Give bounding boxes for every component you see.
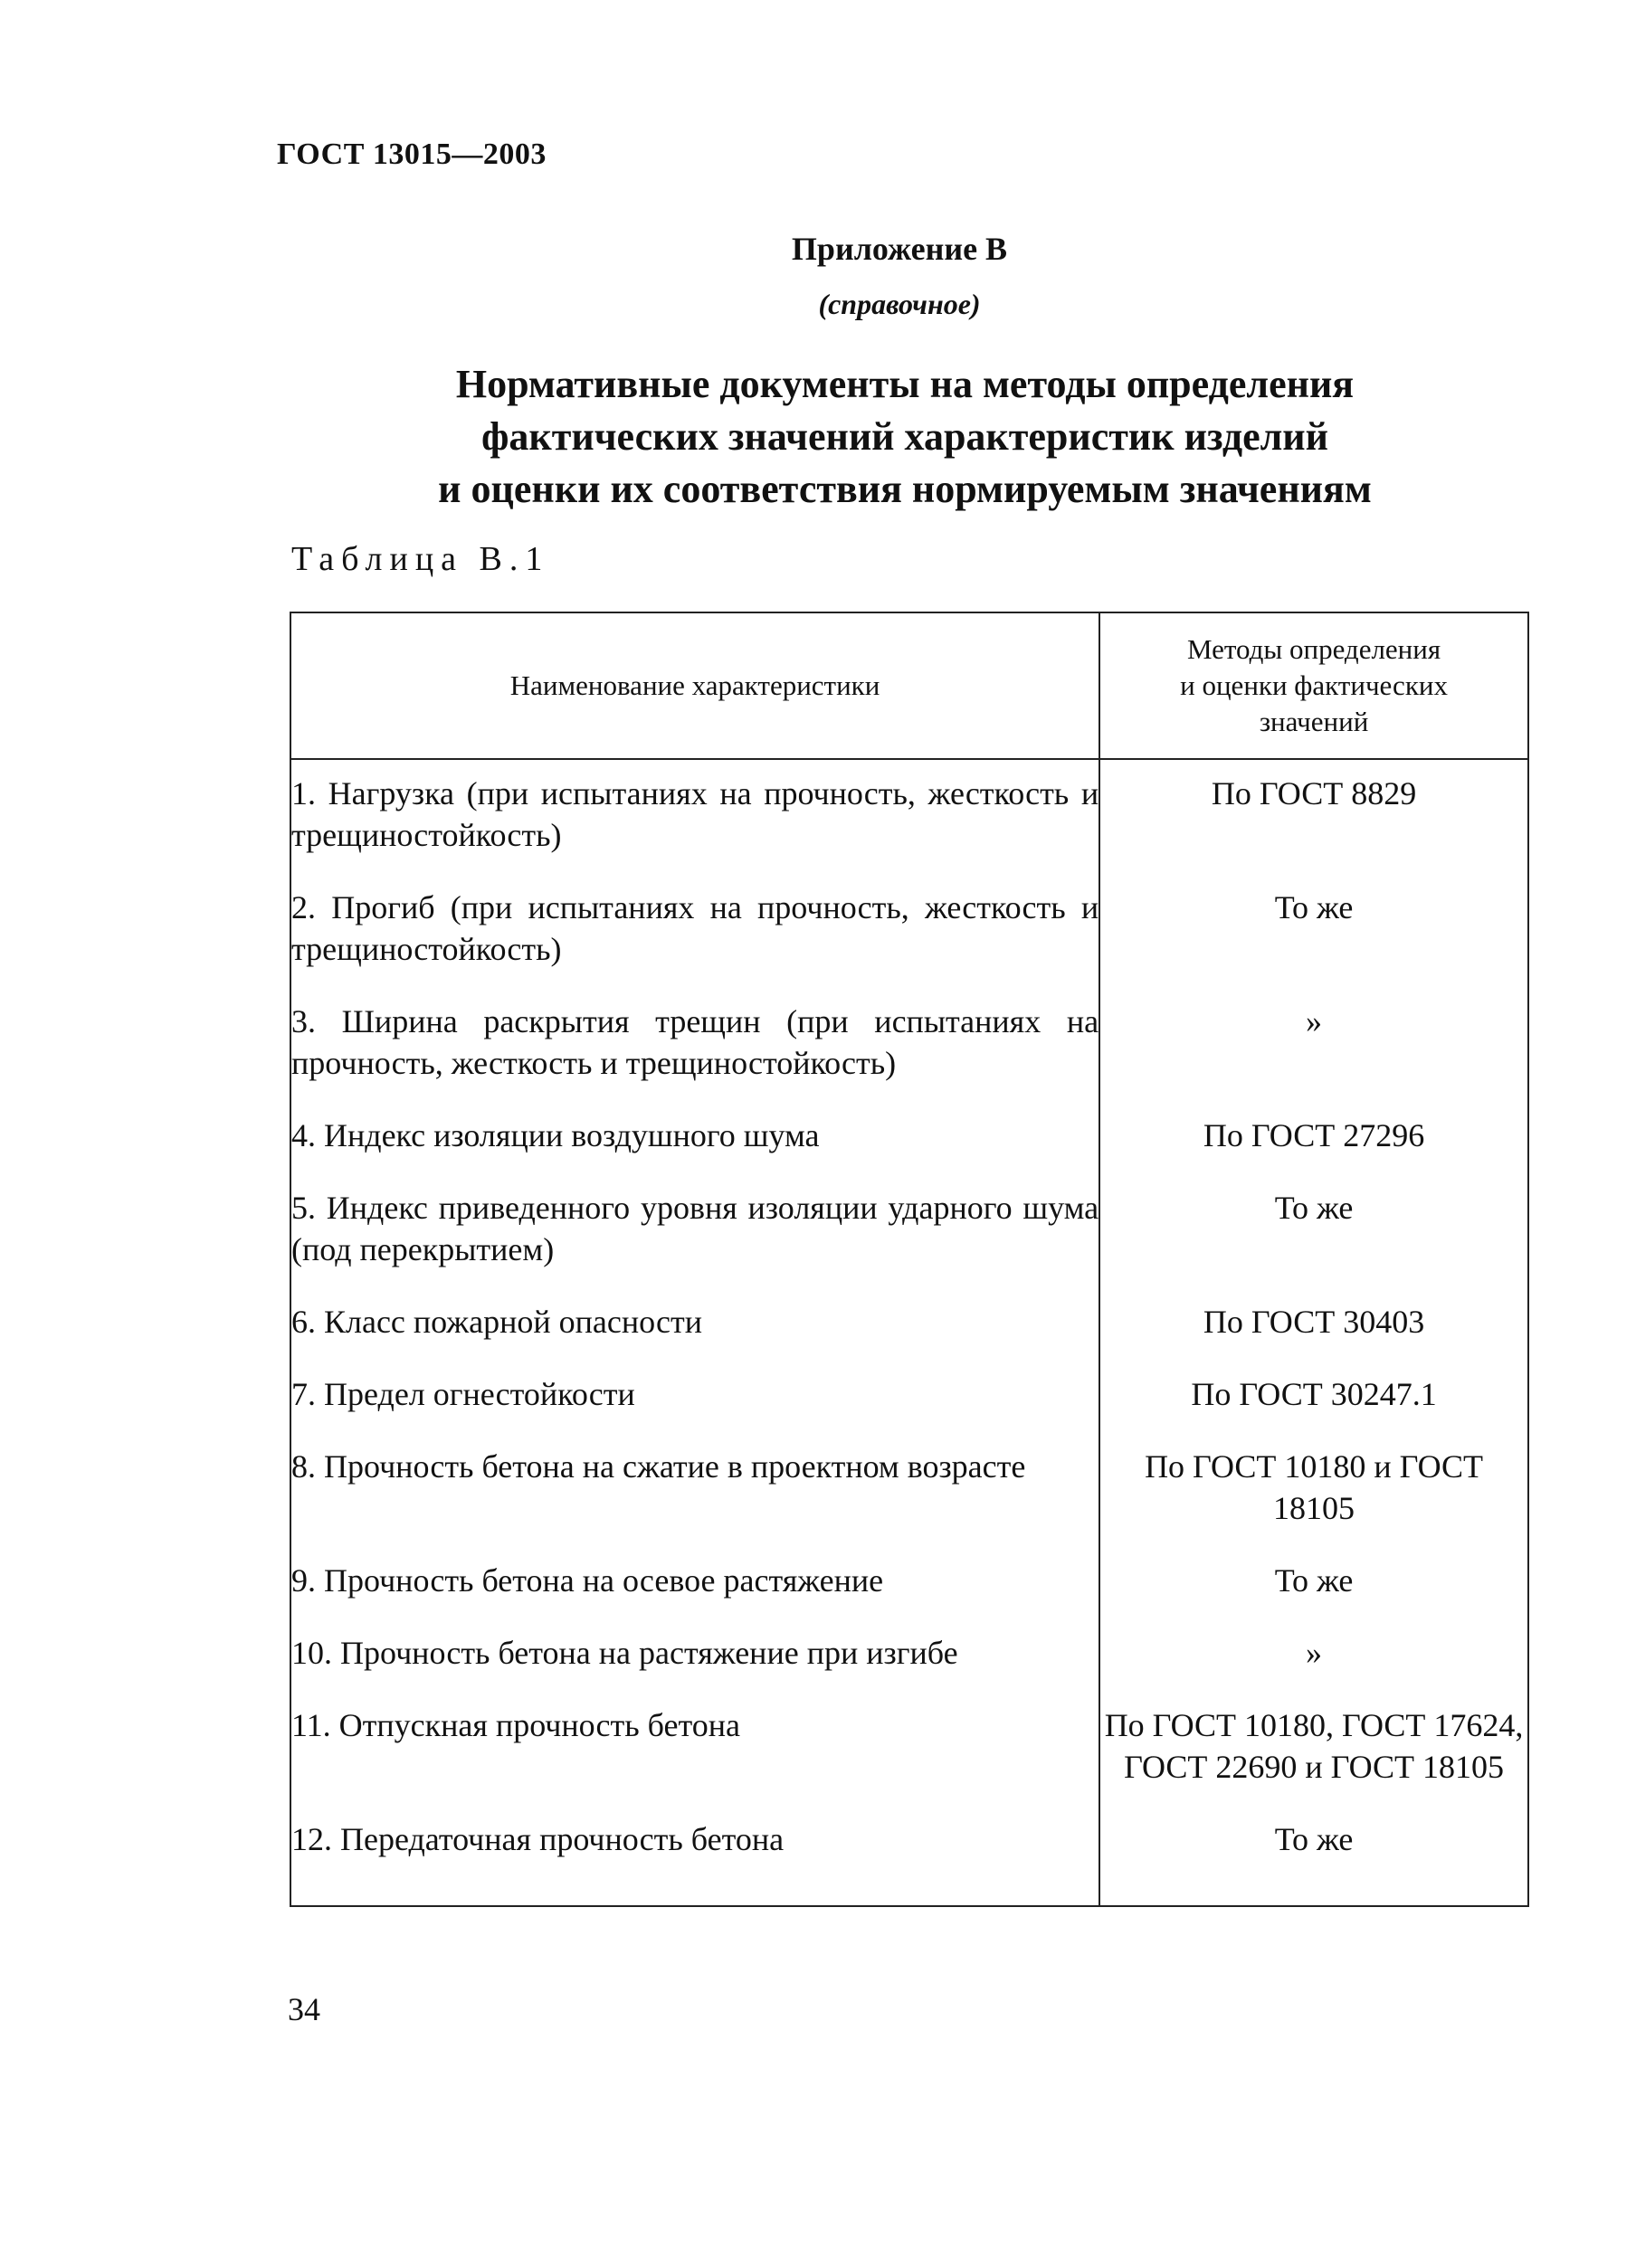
characteristic-name: 8. Прочность бетона на сжатие в проектном возрасте: [290, 1446, 1099, 1560]
document-heading: [271, 358, 1538, 516]
method-reference: По ГОСТ 8829: [1099, 759, 1528, 887]
characteristic-name: 11. Отпускная прочность бетона: [290, 1704, 1099, 1818]
characteristic-name: 12. Передаточная прочность бетона: [290, 1818, 1099, 1906]
characteristic-name: 6. Класс пожарной опасности: [290, 1301, 1099, 1373]
method-reference: По ГОСТ 10180, ГОСТ 17624, ГОСТ 22690 и ГОСТ 18105: [1099, 1704, 1528, 1818]
table-header-row: [290, 612, 1528, 759]
method-reference: То же: [1099, 1818, 1528, 1906]
standard-code: ГОСТ 13015—2003: [277, 138, 547, 171]
method-reference: По ГОСТ 27296: [1099, 1115, 1528, 1187]
table-row: [290, 1187, 1528, 1301]
table-row: [290, 1115, 1528, 1187]
table-caption: Таблица В.1: [291, 540, 550, 578]
table-row: [290, 1001, 1528, 1115]
table-row: [290, 1818, 1528, 1906]
header-characteristic-name: Наименование характеристики: [290, 612, 1099, 759]
characteristics-table: [290, 612, 1529, 1907]
method-reference: По ГОСТ 10180 и ГОСТ 18105: [1099, 1446, 1528, 1560]
table-row: [290, 1632, 1528, 1704]
characteristic-name: 4. Индекс изоляции воздушного шума: [290, 1115, 1099, 1187]
characteristic-name: 10. Прочность бетона на растяжение при изгибе: [290, 1632, 1099, 1704]
heading-line: и оценки их соответствия нормируемым значениям: [438, 467, 1372, 511]
table-row: [290, 1446, 1528, 1560]
characteristic-name: 1. Нагрузка (при испытаниях на прочность, жесткость и трещиностойкость): [290, 759, 1099, 887]
method-reference: То же: [1099, 887, 1528, 1001]
header-methods-line: Методы определения: [1186, 633, 1441, 665]
method-reference: По ГОСТ 30247.1: [1099, 1373, 1528, 1446]
page-number: 34: [288, 1991, 320, 2027]
table-row: [290, 1373, 1528, 1446]
method-reference: То же: [1099, 1187, 1528, 1301]
header-methods-line: и оценки фактических: [1180, 669, 1448, 701]
method-reference: »: [1099, 1632, 1528, 1704]
table-row: [290, 759, 1528, 887]
table-row: [290, 1560, 1528, 1632]
method-reference: »: [1099, 1001, 1528, 1115]
method-reference: То же: [1099, 1560, 1528, 1632]
header-methods: [1099, 612, 1528, 759]
table-row: [290, 1704, 1528, 1818]
characteristic-name: 5. Индекс приведенного уровня изоляции ударного шума (под перекрытием): [290, 1187, 1099, 1301]
appendix-note: (справочное): [818, 288, 981, 320]
table-row: [290, 1301, 1528, 1373]
characteristic-name: 9. Прочность бетона на осевое растяжение: [290, 1560, 1099, 1632]
header-methods-line: значений: [1259, 706, 1369, 737]
heading-line: Нормативные документы на методы определения: [455, 362, 1355, 406]
heading-line: фактических значений характеристик изделий: [480, 414, 1328, 459]
appendix-title: Приложение В: [791, 231, 1008, 267]
characteristic-name: 7. Предел огнестойкости: [290, 1373, 1099, 1446]
characteristic-name: 2. Прогиб (при испытаниях на прочность, жесткость и трещиностойкость): [290, 887, 1099, 1001]
characteristic-name: 3. Ширина раскрытия трещин (при испытаниях на прочность, жесткость и трещиностойкость): [290, 1001, 1099, 1115]
table-row: [290, 887, 1528, 1001]
method-reference: По ГОСТ 30403: [1099, 1301, 1528, 1373]
